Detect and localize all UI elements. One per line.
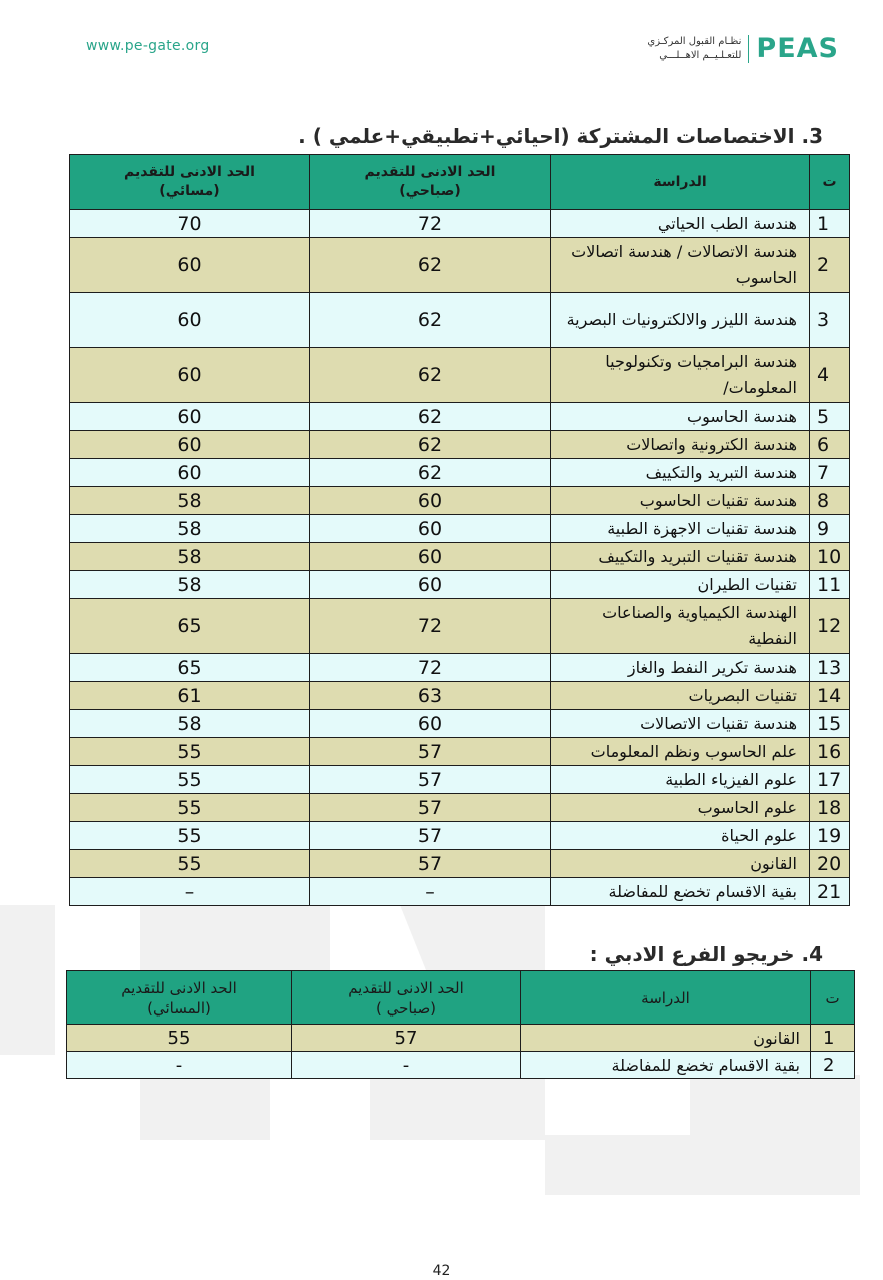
- row-morning-min: –: [310, 878, 551, 906]
- row-study-name: هندسة التبريد والتكييف: [551, 459, 810, 487]
- row-morning-min: 57: [310, 738, 551, 766]
- row-morning-min: 60: [310, 487, 551, 515]
- row-evening-min: 65: [70, 599, 310, 654]
- row-study-name: هندسة تكرير النفط والغاز: [551, 654, 810, 682]
- section4-header-row: [67, 971, 855, 1025]
- row-study-name: هندسة تقنيات الاجهزة الطبية: [551, 515, 810, 543]
- row-index: 5: [810, 403, 850, 431]
- row-study-name: بقية الاقسام تخضع للمفاضلة: [551, 878, 810, 906]
- row-evening-min: 55: [70, 794, 310, 822]
- row-study-name: هندسة الحاسوب: [551, 403, 810, 431]
- table-row: [70, 738, 850, 766]
- row-evening-min: 55: [70, 822, 310, 850]
- table-row: [70, 766, 850, 794]
- row-evening-min: 60: [70, 293, 310, 348]
- col-header-study: الدراسة: [521, 971, 811, 1025]
- table-row: [70, 599, 850, 654]
- row-morning-min: 57: [292, 1025, 521, 1052]
- row-evening-min: -: [67, 1052, 292, 1079]
- col-header-morning: [310, 155, 551, 210]
- row-evening-min: 58: [70, 571, 310, 599]
- row-evening-min: 61: [70, 682, 310, 710]
- row-study-name: القانون: [521, 1025, 811, 1052]
- row-study-name: تقنيات البصريات: [551, 682, 810, 710]
- row-morning-min: -: [292, 1052, 521, 1079]
- row-index: 12: [810, 599, 850, 654]
- row-evening-min: 58: [70, 710, 310, 738]
- col-header-morning: [292, 971, 521, 1025]
- col-header-morning-line2: (صباحي ): [375, 998, 437, 1017]
- row-index: 2: [811, 1052, 855, 1079]
- col-header-evening-line1: الحد الادنى للتقديم: [124, 164, 255, 180]
- table-row: [70, 682, 850, 710]
- row-morning-min: 62: [310, 459, 551, 487]
- row-index: 3: [810, 293, 850, 348]
- table-row: [70, 210, 850, 238]
- row-index: 9: [810, 515, 850, 543]
- section3-header-row: [70, 155, 850, 210]
- logo-line-1: نظـام القبول المركـزي: [647, 35, 742, 47]
- row-index: 4: [810, 348, 850, 403]
- table-row: [70, 293, 850, 348]
- col-header-morning-line2: (صباحي): [399, 183, 461, 199]
- row-morning-min: 72: [310, 599, 551, 654]
- section3-number: 3.: [801, 124, 823, 148]
- row-study-name: تقنيات الطيران: [551, 571, 810, 599]
- row-evening-min: 58: [70, 515, 310, 543]
- row-index: 18: [810, 794, 850, 822]
- section3-heading: [298, 124, 823, 148]
- page-number: 42: [432, 1263, 451, 1279]
- logo-text: PEAS: [756, 33, 839, 64]
- row-morning-min: 62: [310, 431, 551, 459]
- row-evening-min: 60: [70, 431, 310, 459]
- table-row: [70, 487, 850, 515]
- table-row: [70, 238, 850, 293]
- row-morning-min: 63: [310, 682, 551, 710]
- row-index: 21: [810, 878, 850, 906]
- col-header-idx: ت: [810, 155, 850, 210]
- row-study-name: هندسة الطب الحياتي: [551, 210, 810, 238]
- row-study-name: الهندسة الكيمياوية والصناعات النفطية: [551, 599, 810, 654]
- col-header-evening-line1: الحد الادنى للتقديم: [121, 978, 237, 997]
- section3-table: [69, 154, 850, 906]
- table-row: [70, 459, 850, 487]
- section4-number: 4.: [801, 942, 823, 966]
- row-evening-min: 60: [70, 403, 310, 431]
- row-index: 17: [810, 766, 850, 794]
- row-morning-min: 62: [310, 403, 551, 431]
- row-evening-min: 55: [70, 738, 310, 766]
- row-index: 13: [810, 654, 850, 682]
- row-index: 6: [810, 431, 850, 459]
- table-row: [70, 794, 850, 822]
- table-row: [70, 543, 850, 571]
- row-index: 10: [810, 543, 850, 571]
- row-index: 14: [810, 682, 850, 710]
- row-index: 7: [810, 459, 850, 487]
- row-evening-min: 58: [70, 487, 310, 515]
- logo-separator: [748, 35, 749, 63]
- website-url: www.pe-gate.org: [86, 38, 210, 54]
- row-study-name: هندسة الليزر والالكترونيات البصرية: [551, 293, 810, 348]
- table-row: [70, 850, 850, 878]
- row-study-name: هندسة الاتصالات / هندسة اتصالات الحاسوب: [551, 238, 810, 293]
- col-header-morning-line1: الحد الادنى للتقديم: [348, 978, 464, 997]
- row-morning-min: 60: [310, 710, 551, 738]
- row-evening-min: 55: [70, 850, 310, 878]
- row-morning-min: 72: [310, 654, 551, 682]
- row-index: 16: [810, 738, 850, 766]
- row-study-name: القانون: [551, 850, 810, 878]
- col-header-evening-line2: (مسائي): [159, 183, 220, 199]
- row-morning-min: 57: [310, 794, 551, 822]
- row-study-name: علم الحاسوب ونظم المعلومات: [551, 738, 810, 766]
- row-evening-min: –: [70, 878, 310, 906]
- row-index: 15: [810, 710, 850, 738]
- row-index: 2: [810, 238, 850, 293]
- row-evening-min: 55: [70, 766, 310, 794]
- table-row: [70, 822, 850, 850]
- table-row: [70, 431, 850, 459]
- logo-line-2: للتعـلـيــم الاهــلـــي: [659, 49, 742, 61]
- row-study-name: بقية الاقسام تخضع للمفاضلة: [521, 1052, 811, 1079]
- row-index: 1: [811, 1025, 855, 1052]
- section3-title: الاختصاصات المشتركة (احيائي+تطبيقي+علمي ) .: [298, 124, 795, 148]
- col-header-study: الدراسة: [551, 155, 810, 210]
- table-row: [67, 1025, 855, 1052]
- row-morning-min: 62: [310, 238, 551, 293]
- row-morning-min: 72: [310, 210, 551, 238]
- row-index: 8: [810, 487, 850, 515]
- row-index: 1: [810, 210, 850, 238]
- row-morning-min: 60: [310, 543, 551, 571]
- row-evening-min: 55: [67, 1025, 292, 1052]
- row-study-name: هندسة تقنيات الحاسوب: [551, 487, 810, 515]
- table-row: [70, 571, 850, 599]
- row-evening-min: 70: [70, 210, 310, 238]
- row-morning-min: 60: [310, 571, 551, 599]
- table-row: [70, 515, 850, 543]
- section4-table: [66, 970, 855, 1079]
- row-evening-min: 60: [70, 459, 310, 487]
- row-morning-min: 57: [310, 766, 551, 794]
- peas-logo: [647, 33, 839, 64]
- table-row: [70, 348, 850, 403]
- table-row: [70, 710, 850, 738]
- row-morning-min: 57: [310, 850, 551, 878]
- col-header-morning-line1: الحد الادنى للتقديم: [364, 164, 496, 180]
- row-index: 11: [810, 571, 850, 599]
- row-study-name: هندسة تقنيات الاتصالات: [551, 710, 810, 738]
- table-row: [70, 878, 850, 906]
- row-morning-min: 60: [310, 515, 551, 543]
- row-evening-min: 65: [70, 654, 310, 682]
- col-header-idx: ت: [811, 971, 855, 1025]
- col-header-evening: [67, 971, 292, 1025]
- row-study-name: علوم الفيزياء الطبية: [551, 766, 810, 794]
- table-row: [67, 1052, 855, 1079]
- row-index: 20: [810, 850, 850, 878]
- logo-arabic-text: [647, 35, 741, 63]
- row-evening-min: 60: [70, 238, 310, 293]
- table-row: [70, 654, 850, 682]
- row-index: 19: [810, 822, 850, 850]
- table-row: [70, 403, 850, 431]
- col-header-evening-line2: (المسائي): [147, 998, 211, 1017]
- row-evening-min: 58: [70, 543, 310, 571]
- col-header-evening: [70, 155, 310, 210]
- row-morning-min: 57: [310, 822, 551, 850]
- row-evening-min: 60: [70, 348, 310, 403]
- section4-title: خريجو الفرع الادبي :: [589, 942, 795, 966]
- row-morning-min: 62: [310, 348, 551, 403]
- section4-heading: [590, 942, 823, 966]
- row-study-name: هندسة البرامجيات وتكنولوجيا المعلومات/: [551, 348, 810, 403]
- row-study-name: علوم الحاسوب: [551, 794, 810, 822]
- row-study-name: علوم الحياة: [551, 822, 810, 850]
- row-morning-min: 62: [310, 293, 551, 348]
- row-study-name: هندسة تقنيات التبريد والتكييف: [551, 543, 810, 571]
- row-study-name: هندسة الكترونية واتصالات: [551, 431, 810, 459]
